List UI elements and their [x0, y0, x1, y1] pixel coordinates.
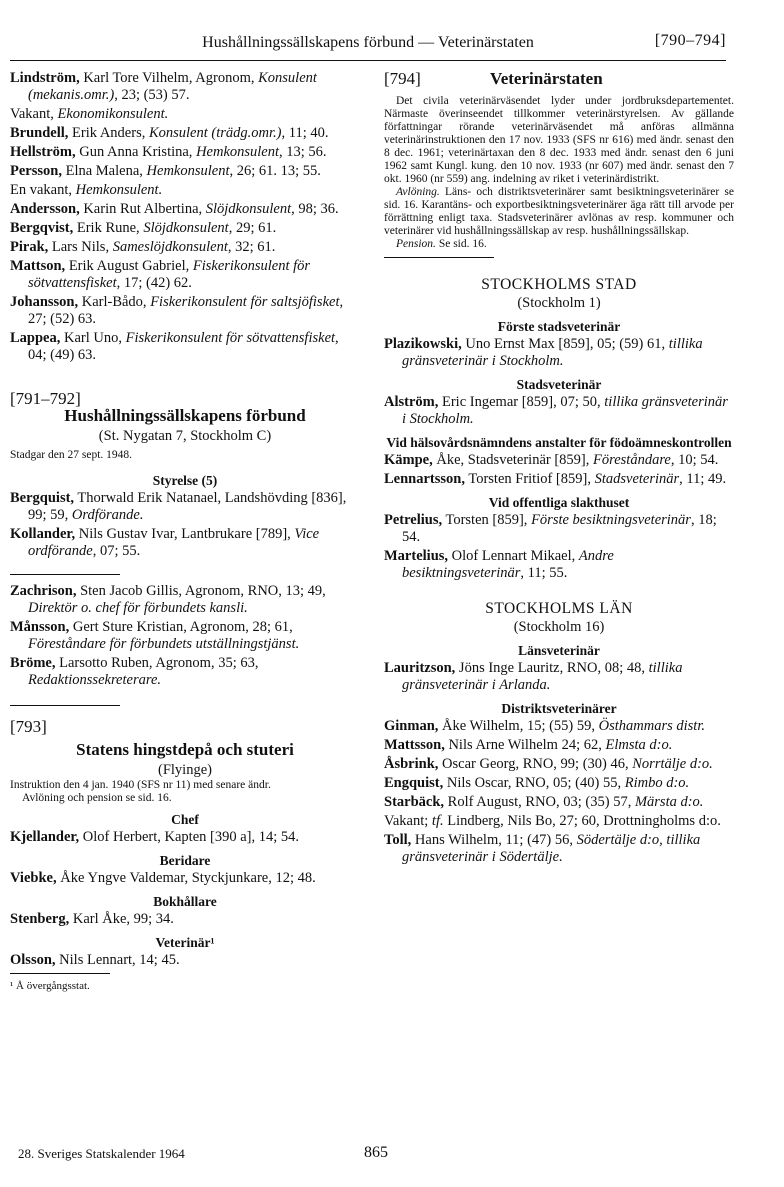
person-name: Lauritzson, [384, 660, 456, 676]
stockholms-stad [384, 276, 734, 582]
section-793-groups [10, 811, 360, 969]
section-title: Statens hingstdepå och stuteri [76, 740, 294, 759]
entry-text: Karl Åke, 99; 34. [69, 911, 174, 927]
entry-tail: , 32; 61. [227, 239, 276, 255]
person-name: Mattson, [10, 258, 66, 274]
entry-tail: , 11; 49. [679, 471, 727, 487]
entry-text: Nils Gustav Ivar, Lantbrukare [789], [75, 526, 295, 542]
entry-role: tillika gränsveterinär i Stockholm. [402, 336, 703, 369]
entry-tail: , 27; (52) 63. [28, 294, 344, 327]
person-name: Stenberg, [10, 911, 70, 927]
footnote: ¹ Å övergångsstat. [10, 980, 90, 992]
list-item [10, 201, 360, 218]
list-item [384, 336, 734, 370]
person-name: Lappea, [10, 330, 61, 346]
entry-role: Slöjdkonsulent [205, 201, 292, 217]
list-item [384, 794, 734, 811]
entry-role: Ordförande. [71, 507, 144, 523]
person-name: Hellström, [10, 144, 76, 160]
section-791 [10, 390, 360, 689]
entry-role: Slöjdkonsulent [143, 220, 229, 236]
list-item [10, 870, 360, 887]
list-item [10, 619, 360, 653]
person-name: Olsson, [10, 952, 56, 968]
person-name: Petrelius, [384, 512, 443, 528]
list-item [10, 70, 360, 104]
person-name: Ginman, [384, 718, 439, 734]
entry-text: Erik Rune, [73, 220, 144, 236]
pension-text: Se sid. 16. [435, 238, 487, 250]
list-item [384, 832, 734, 866]
entry-role: tillika gränsveterinär i Arlanda. [402, 660, 683, 693]
running-header [10, 30, 726, 58]
entry-role: Konsulent (mekanis.omr.) [28, 70, 317, 103]
entry-role: Norrtälje d:o. [632, 756, 713, 772]
person-name: Engquist, [384, 775, 444, 791]
entry-role: Hemkonsulent. [75, 182, 163, 198]
section-address: (St. Nygatan 7, Stockholm C) [98, 428, 272, 444]
entry-text: Hans Wilhelm, 11; (47) 56, [411, 832, 577, 848]
entry-role: Elmsta d:o. [605, 737, 673, 753]
styrelse-heading: Styrelse (5) [152, 473, 218, 488]
page-number: 865 [364, 1144, 388, 1161]
list-item [384, 512, 734, 546]
entry-tail: , 13; 56. [279, 144, 327, 160]
entry-text: Åke Wilhelm, 15; (55) 59, [438, 718, 599, 734]
list-item [10, 258, 360, 292]
entry-tail: , 11; 40. [281, 125, 329, 141]
entry-role: Hemkonsulent [196, 144, 280, 160]
list-item [384, 394, 734, 428]
section-heading-row [384, 70, 734, 87]
entry-tail: , 11; 55. [520, 565, 568, 581]
entry-role: Södertälje d:o, tillika gränsveterinär i Södertälje. [402, 832, 701, 865]
list-item [10, 655, 360, 689]
entry-text: Karl-Bådo, [78, 294, 151, 310]
group-heading: Länsveterinär [518, 643, 600, 658]
person-name: Kjellander, [10, 829, 80, 845]
stad-groups [384, 318, 734, 582]
list-item [10, 829, 360, 846]
board-list [10, 490, 360, 560]
person-name: Plazikowski, [384, 336, 462, 352]
list-item [10, 330, 360, 364]
entry-text: Elna Malena, [61, 163, 147, 179]
entry-tail: Lindberg, Nils Bo, 27; 60, Drottningholms d:o. [443, 813, 721, 829]
entry-role: Föreståndare för förbundets utställningstjänst. [28, 636, 300, 652]
section-place: (Flyinge) [158, 762, 212, 778]
list-item [10, 144, 360, 161]
entry-role: Redaktionssekreterare. [28, 672, 162, 688]
group-heading: Distriktsveterinärer [501, 701, 617, 716]
avloning-paragraph [384, 186, 734, 238]
entry-text: Torsten Fritiof [859], [464, 471, 595, 487]
list-item [10, 526, 360, 560]
entry-role: Förste besiktningsveterinär [531, 512, 691, 528]
entry-text: Thorwald Erik Natanael, Landshövding [836], 99; 59, [28, 490, 347, 523]
group-heading: Beridare [159, 853, 211, 868]
lan-sub: (Stockholm 16) [513, 619, 605, 635]
person-name: Bergqvist, [10, 220, 74, 236]
entry-role: Konsulent (trädg.omr.) [148, 125, 282, 141]
entry-text: Vakant, [10, 106, 58, 122]
divider [10, 574, 120, 575]
list-item [10, 952, 360, 969]
person-name: Persson, [10, 163, 62, 179]
group-heading: Förste stadsveterinär [497, 319, 621, 334]
entry-text: Åke Yngve Valdemar, Styckjunkare, 12; 48. [56, 870, 316, 886]
avloning-text: Läns- och distriktsveterinärer samt besiktningsveterinärer se sid. 16. Karantäns- och exportbesiktningsveterinärer äga rätt till arvode per förrättning enligt taxa. Stadsveterinärer avlönas av resp. kommuner och veterinärer vid hushållningssällskap av resp. hushållningssällskap. [384, 186, 734, 237]
entry-tail: , 07; 55. [92, 543, 141, 559]
entry-role: Stadsveterinär [594, 471, 680, 487]
list-item [384, 737, 734, 754]
list-item [10, 106, 360, 123]
entry-text: Jöns Inge Lauritz, RNO, 08; 48, [455, 660, 649, 676]
entry-text: Nils Oscar, RNO, 05; (40) 55, [443, 775, 625, 791]
entry-text: Vakant; [384, 813, 432, 829]
section-793 [10, 718, 360, 993]
pay-note: Avlöning och pension se sid. 16. [22, 792, 172, 804]
person-name: Månsson, [10, 619, 70, 635]
lan-groups [384, 642, 734, 866]
group-heading: Vid hälsovårdsnämndens anstalter för födoämneskontrollen [386, 435, 732, 450]
person-name: Johansson, [10, 294, 79, 310]
person-name: Pirak, [10, 239, 49, 255]
group-heading: Vid offentliga slakthuset [488, 495, 630, 510]
section-title: Veterinärstaten [490, 69, 603, 88]
person-name: Bröme, [10, 655, 56, 671]
person-name: Zachrison, [10, 583, 77, 599]
entry-text: Olof Lennart Mikael, [448, 548, 579, 564]
group-heading: Veterinär¹ [155, 935, 215, 950]
entry-role: Direktör o. chef för förbundets kansli. [28, 600, 248, 616]
stad-title: STOCKHOLMS STAD [481, 276, 637, 293]
divider [10, 705, 120, 706]
group-heading: Chef [171, 812, 199, 827]
person-name: Viebke, [10, 870, 57, 886]
entry-text: Larsotto Ruben, Agronom, 35; 63, [55, 655, 259, 671]
list-item [384, 775, 734, 792]
entry-tail: , 10; 54. [670, 452, 719, 468]
divider [10, 973, 110, 974]
left-column [10, 70, 360, 993]
person-name: Martelius, [384, 548, 449, 564]
entry-role: Fiskerikonsulent för sötvattensfisket [125, 330, 336, 346]
person-name: Mattsson, [384, 737, 445, 753]
entry-role: tf. [431, 813, 444, 829]
header-title: Hushållningssällskapens förbund — Veterinärstaten [202, 34, 534, 51]
list-item [384, 718, 734, 735]
person-name: Brundell, [10, 125, 69, 141]
person-name: Kollander, [10, 526, 76, 542]
staff-list-continued [10, 70, 360, 364]
entry-text: Gert Sture Kristian, Agronom, 28; 61, [69, 619, 293, 635]
entry-tail: , 17; (42) 62. [116, 275, 192, 291]
entry-role: Sameslöjdkonsulent [112, 239, 228, 255]
person-name: Alström, [384, 394, 439, 410]
section-id: [793] [10, 717, 47, 736]
list-item [10, 911, 360, 928]
entry-text: Erik Anders, [68, 125, 149, 141]
entry-text: Torsten [859], [442, 512, 532, 528]
lan-title: STOCKHOLMS LÄN [485, 600, 633, 617]
section-title: Hushållningssällskapens förbund [64, 406, 306, 425]
list-item [10, 239, 360, 256]
entry-role: Ekonomikonsulent. [57, 106, 169, 122]
group-heading: Stadsveterinär [516, 377, 602, 392]
entry-role: Vice ordförande [28, 526, 320, 559]
entry-role: Föreståndare [593, 452, 671, 468]
person-name: Åsbrink, [384, 756, 439, 772]
entry-text: Erik August Gabriel, [65, 258, 193, 274]
list-item [384, 548, 734, 582]
entry-tail: , 26; 61. 13; 55. [229, 163, 321, 179]
section-794 [384, 70, 734, 258]
entry-text: Karl Uno, [60, 330, 126, 346]
list-item [10, 182, 360, 199]
pension-label: Pension. [396, 238, 436, 250]
section-id: [791–792] [10, 389, 81, 408]
list-item [10, 125, 360, 142]
list-item [10, 583, 360, 617]
divider [384, 257, 494, 258]
footer-left: 28. Sveriges Statskalender 1964 [18, 1146, 185, 1161]
person-name: Lindström, [10, 70, 80, 86]
entry-text: Karin Rut Albertina, [79, 201, 206, 217]
group-heading: Bokhållare [153, 894, 217, 909]
entry-text: Uno Ernst Max [859], 05; (59) 61, [461, 336, 669, 352]
entry-text: Åke, Stadsveterinär [859], [432, 452, 593, 468]
section-id: [794] [384, 69, 421, 88]
person-name: Toll, [384, 832, 412, 848]
list-item [384, 813, 734, 830]
header-rule [10, 60, 726, 61]
list-item [384, 452, 734, 469]
list-item [384, 471, 734, 488]
avloning-label: Avlöning. [396, 186, 440, 198]
person-name: Kämpe, [384, 452, 433, 468]
entry-tail: , 23; (53) 57. [114, 87, 190, 103]
person-name: Lennartsson, [384, 471, 465, 487]
entry-text: Rolf August, RNO, 03; (35) 57, [444, 794, 635, 810]
list-item [384, 756, 734, 773]
entry-tail: , 18; 54. [402, 512, 717, 545]
entry-text: Lars Nils, [48, 239, 113, 255]
list-item [10, 490, 360, 524]
entry-text: Olof Herbert, Kapten [390 a], 14; 54. [79, 829, 300, 845]
list-item [10, 294, 360, 328]
entry-text: En vakant, [10, 182, 76, 198]
right-column [384, 70, 734, 868]
instruction-note: Instruktion den 4 jan. 1940 (SFS nr 11) med senare ändr. [10, 779, 271, 791]
entry-role: Märsta d:o. [634, 794, 704, 810]
entry-role: Hemkonsulent [146, 163, 230, 179]
list-item [10, 220, 360, 237]
entry-role: Fiskerikonsulent för sötvattensfisket [28, 258, 311, 291]
list-item [384, 660, 734, 694]
entry-tail: , 04; (49) 63. [28, 330, 339, 363]
intro-paragraph: Det civila veterinärväsendet lyder under jordbruksdepartementet. Närmaste överinseendet tillkommer veterinärstyrelsen. Av gällande författningar rörande veterinärväsendet må anföras allmänna veterinärinstruktionen den 17 nov. 1933 (SFS nr 616) med ändr. senast den 8 dec. 1961; veterinärtaxan den 8 dec. 1933 med ändr. senast den 6 juni 1962 samt Kungl. kung. den 10 nov. 1933 (nr 607) med ändr. senast den 7 okt. 1960 (nr 559) ang. indelning av riket i veterinärdistrikt. [384, 95, 734, 185]
stadgar-note: Stadgar den 27 sept. 1948. [10, 449, 133, 461]
entry-tail: , 29; 61. [228, 220, 277, 236]
person-name: Bergquist, [10, 490, 75, 506]
entry-text: Sten Jacob Gillis, Agronom, RNO, 13; 49, [76, 583, 326, 599]
entry-role: Fiskerikonsulent för saltsjöfisket [150, 294, 340, 310]
entry-text: Gun Anna Kristina, [75, 144, 197, 160]
entry-role: Rimbo d:o. [624, 775, 690, 791]
stockholms-lan [384, 600, 734, 866]
entry-role: tillika gränsveterinär i Stockholm. [402, 394, 728, 427]
entry-text: Nils Arne Wilhelm 24; 62, [444, 737, 606, 753]
entry-text: Oscar Georg, RNO, 99; (30) 46, [438, 756, 633, 772]
staff-list [10, 583, 360, 689]
entry-text: Karl Tore Vilhelm, Agronom, [79, 70, 259, 86]
stad-sub: (Stockholm 1) [517, 295, 601, 311]
entry-text: Eric Ingemar [859], 07; 50, [438, 394, 605, 410]
pension-paragraph [384, 238, 734, 251]
entry-tail: , 98; 36. [291, 201, 339, 217]
header-range: [790–794] [654, 32, 726, 49]
entry-role: Östhammars distr. [598, 718, 705, 734]
entry-role: Andre besiktningsveterinär [402, 548, 614, 581]
entry-text: Nils Lennart, 14; 45. [55, 952, 180, 968]
list-item [10, 163, 360, 180]
person-name: Andersson, [10, 201, 80, 217]
person-name: Starbäck, [384, 794, 445, 810]
